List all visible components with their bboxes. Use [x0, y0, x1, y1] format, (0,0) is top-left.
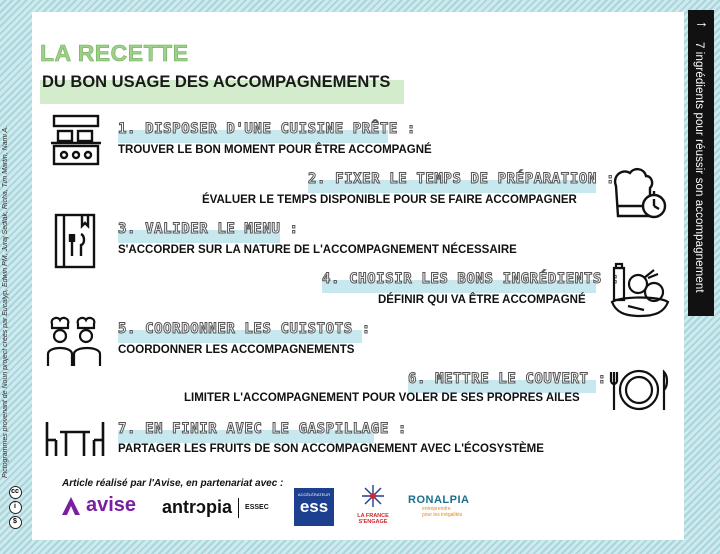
- ronalpia-logo-text: RONALPIA: [408, 494, 470, 506]
- side-tab[interactable]: [688, 10, 714, 316]
- logo-divider: [238, 498, 239, 518]
- groceries-icon: [608, 262, 670, 320]
- partners-label: Article réalisé par l'Avise, en partenariat avec :: [62, 478, 284, 489]
- step-2-description: ÉVALUER LE TEMPS DISPONIBLE POUR SE FAIRE ACCOMPAGNER: [202, 194, 577, 206]
- antropia-logo-text: antrɔpia: [162, 497, 233, 517]
- step-7-title: 7. EN FINIR AVEC LE GASPILLAGE :: [118, 421, 407, 437]
- la-france-sengage-logo[interactable]: [352, 484, 394, 525]
- page-subtitle: DU BON USAGE DES ACCOMPAGNEMENTS: [42, 73, 391, 91]
- step-5-description: COORDONNER LES ACCOMPAGNEMENTS: [118, 344, 355, 356]
- plate-cutlery-icon: [608, 366, 670, 414]
- france-logo-line2: S'ENGAGE: [358, 519, 388, 525]
- starburst-icon: [361, 484, 385, 508]
- creative-commons-license: [5, 486, 25, 529]
- step-4-title: 4. CHOISIR LES BONS INGRÉDIENTS :: [322, 271, 620, 287]
- ess-logo-caption: ACCÉLÉRATEUR: [297, 492, 331, 497]
- menu-book-icon: [52, 212, 98, 270]
- ronalpia-tagline-1: entreprendre: [422, 506, 451, 512]
- stove-icon: [48, 112, 104, 168]
- step-5-title: 5. COORDONNER LES CUISTOTS :: [118, 321, 371, 337]
- antropia-logo[interactable]: [162, 497, 269, 518]
- avise-logo[interactable]: [60, 494, 136, 517]
- step-7-description: PARTAGER LES FRUITS DE SON ACCOMPAGNEMENT AVEC L'ÉCOSYSTÈME: [118, 443, 544, 455]
- ronalpia-logo[interactable]: [408, 494, 469, 518]
- avise-logo-text: avise: [86, 494, 137, 516]
- step-4-description: DÉFINIR QUI VA ÊTRE ACCOMPAGNÉ: [378, 294, 586, 306]
- avise-mark-icon: [60, 495, 82, 517]
- nc-icon: $: [9, 516, 22, 529]
- step-1-title: 1. DISPOSER D'UNE CUISINE PRÊTE :: [118, 121, 416, 137]
- step-2-title: 2. FIXER LE TEMPS DE PRÉPARATION :: [308, 171, 615, 187]
- ess-accelerator-logo[interactable]: [294, 488, 334, 526]
- ronalpia-tagline-2: pour les inégalités: [422, 512, 463, 518]
- side-tab-label: 7 ingrédients pour réussir son accompagnement: [693, 42, 705, 293]
- by-icon: i: [9, 501, 22, 514]
- essec-logo-text: ESSEC: [245, 504, 269, 511]
- step-3-title: 3. VALIDER LE MENU :: [118, 221, 299, 237]
- step-6-title: 6. METTRE LE COUVERT :: [408, 371, 607, 387]
- page-title: LA RECETTE: [40, 40, 189, 66]
- step-1-description: TROUVER LE BON MOMENT POUR ÊTRE ACCOMPAGNÉ: [118, 144, 432, 156]
- arrow-right-icon: →: [694, 14, 709, 31]
- ess-logo-text: ess: [299, 497, 329, 516]
- chef-hat-timer-icon: [608, 164, 668, 224]
- france-logo-line1: LA FRANCE: [357, 513, 389, 519]
- step-6-description: LIMITER L'ACCOMPAGNEMENT POUR VOLER DE SES PROPRES AILES: [184, 392, 580, 404]
- cc-icon: cc: [9, 486, 22, 499]
- table-chairs-icon: [44, 418, 106, 460]
- chefs-icon: [46, 314, 102, 370]
- step-3-description: S'ACCORDER SUR LA NATURE DE L'ACCOMPAGNEMENT NÉCESSAIRE: [118, 244, 517, 256]
- pictogram-credits: Pictogrammes provenant de Noun project créés par Eucalyp, Edwin PM, Juraj Sedlák, Richa, Tim Martin, Nami A.: [2, 125, 9, 478]
